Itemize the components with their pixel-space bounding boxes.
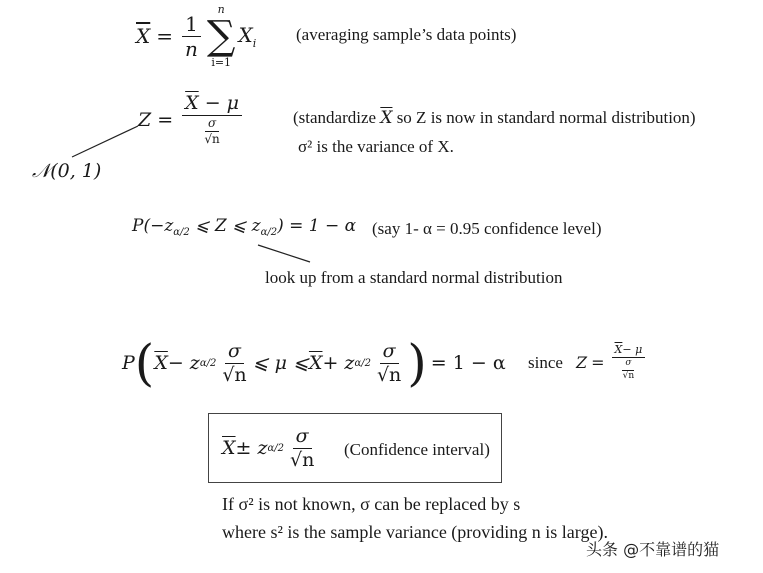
confidence-interval-formula: $\overline{X}$ ± z α/2 $\frac{\sigma}{√n}$ xyxy=(222,424,315,471)
xi-symbol: $X_i$ xyxy=(238,22,257,50)
xbar-symbol: $\overline{X}$ xyxy=(136,24,151,48)
lookup-note: look up from a standard normal distribution xyxy=(265,268,563,287)
since-label: since xyxy=(528,353,563,372)
interval-probability-formula: P ( $\overline{X}$ − z α/2 $\frac{\sigma}{√n}$ ⩽ μ ⩽ $\overline{X}$ + z α/2 $\frac{\sigma}{√n}$ ) = 1 − α xyxy=(122,334,506,392)
watermark-label: 头条 @不靠谱的猫 xyxy=(586,540,720,559)
equals-sign: = xyxy=(156,24,174,48)
variance-note: σ² is the variance of X. xyxy=(298,137,454,156)
z-fraction: $\frac{\overline{X} - \mu}{\frac{\sigma}{√n}}$ xyxy=(182,93,242,146)
one-over-n: $\frac{1}{n}$ xyxy=(182,13,201,60)
averaging-note: (averaging sample’s data points) xyxy=(296,25,517,44)
unknown-variance-note-2: where s² is the sample variance (providing n is large). xyxy=(222,522,608,542)
summation: n ∑ i=1 xyxy=(206,3,236,69)
normal-distribution-label: 𝒩(0, 1) xyxy=(32,160,102,182)
standardize-note: (standardize $\overline{X}$ so Z is now in standard normal distribution) xyxy=(293,108,696,128)
z-standardize-formula: Z = $\frac{\overline{X} - \mu}{\frac{\sigma}{√n}}$ xyxy=(138,92,245,148)
confidence-level-note: (say 1- α = 0.95 confidence level) xyxy=(372,219,602,238)
since-z-formula: Z = $\frac{\overline{X}- \mu}{\frac{\sigma}{√n}}$ xyxy=(576,344,648,382)
probability-formula: $P(-z_{\alpha/2}$ ⩽ Z ⩽ $z_{\alpha/2}) = 1 - \alpha$ xyxy=(132,216,357,238)
confidence-interval-label: (Confidence interval) xyxy=(344,440,490,459)
unknown-variance-note-1: If σ² is not known, σ can be replaced by s xyxy=(222,494,521,514)
